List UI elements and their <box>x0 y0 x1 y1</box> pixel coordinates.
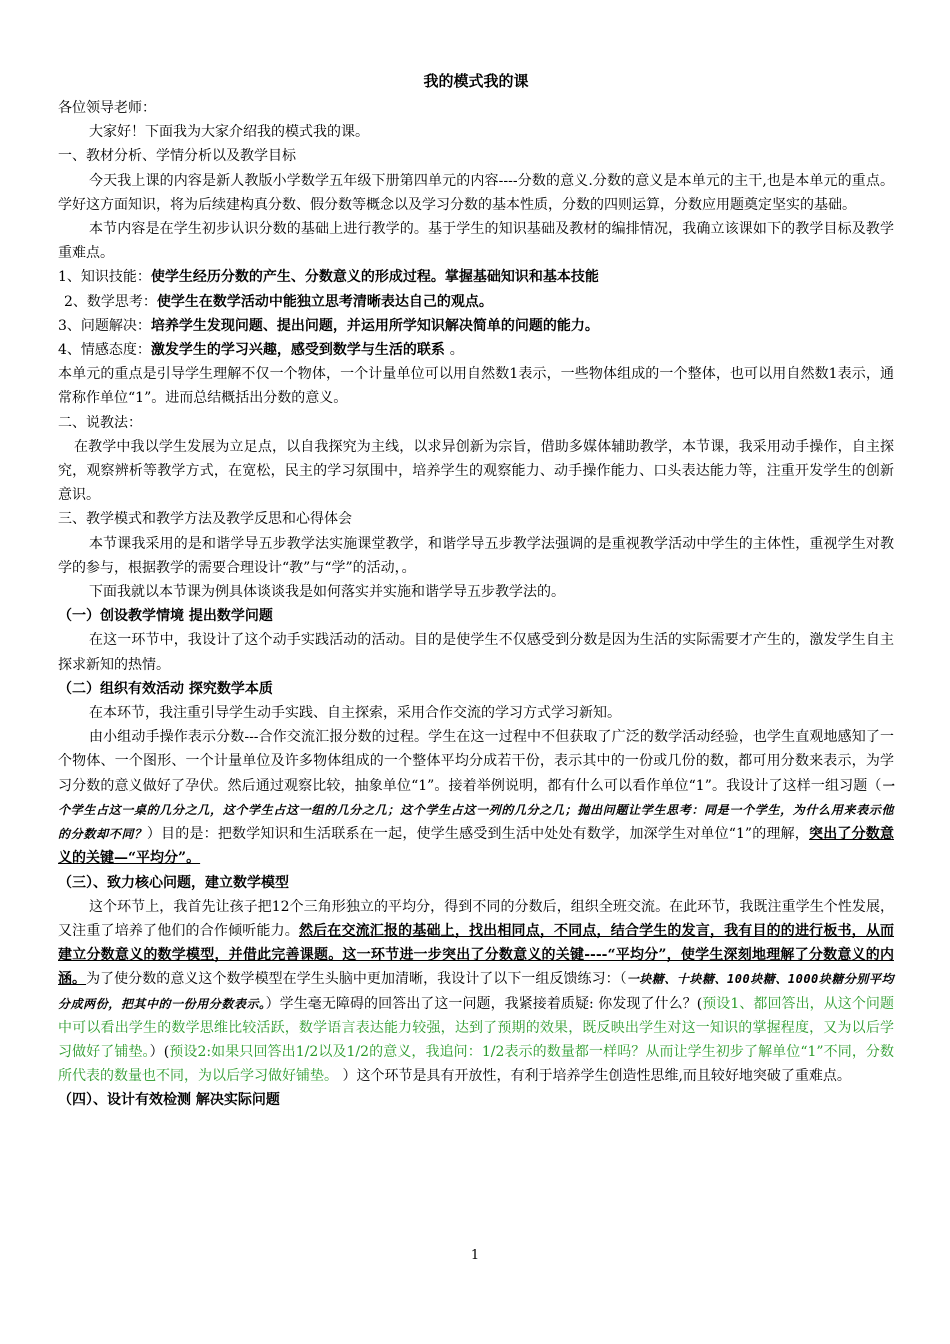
step2-key-point: 突出了分数意义的关键—“平均分”。 <box>58 826 894 867</box>
step3-paragraph <box>58 895 894 1089</box>
section1-heading: 一、教材分析、学情分析以及教学目标 <box>58 148 296 165</box>
section1-paragraph-3: 本单元的重点是引导学生理解不仅一个物体，一个计量单位可以用自然数1表示，一些物体组成的一个整体，也可以用自然数1表示，通常称作单位“1”。进而总结概括出分数的意义。 <box>58 366 894 407</box>
step2-paragraph-2 <box>58 725 894 870</box>
step3-preset-2: 预设2:如果只回答出1/2以及1/2的意义，我追问：1/2表示的数量都一样吗？从而让学生初步了解单位“1”不同，分数所代表的数量也不同，为以后学习做好铺垫。 <box>58 1043 895 1085</box>
step2-text-b: ）目的是：把数学知识和生活联系在一起，使学生感受到生活中处处有数学，加深学生对单位“1”的理解， <box>146 826 810 843</box>
goal-3-text: 培养学生发现问题、提出问题，并运用所学知识解决简单的问题的能力。 <box>150 317 599 334</box>
page-number: 1 <box>470 1248 480 1263</box>
section3-heading: 三、教学模式和教学方法及教学反思和心得体会 <box>58 511 352 528</box>
section2-heading: 二、说教法： <box>58 414 142 431</box>
step3-key-point: 然后在交流汇报的基础上，找出相同点，不同点，结合学生的发言，我有目的的进行板书，从而建立分数意义的数学模型，并借此完善课题。这一环节进一步突出了分数意义的关键----“平均分”，使学生深刻地理解了分数意义的内涵。 <box>58 922 895 988</box>
step1-heading: （一）创设教学情境 提出数学问题 <box>58 608 273 625</box>
section2-paragraph: 在教学中我以学生发展为立足点，以自我探究为主线，以求异创新为宗旨，借助多媒体辅助教学，本节课，我采用动手操作，自主探究，观察辨析等教学方式，在宽松，民主的学习氛围中，培养学生的观察能力、动手操作能力、口头表达能力等，注重开发学生的创新意识。 <box>58 438 894 504</box>
goal-1-text: 使学生经历分数的产生、分数意义的形成过程。掌握基础知识和基本技能 <box>150 269 599 286</box>
goal-2-label: 2、数学思考： <box>64 293 157 310</box>
step2-text-a: 由小组动手操作表示分数---合作交流汇报分数的过程。学生在这一过程中不但获取了广泛的数学活动经验，也学生直观地感知了一个物体、一个图形、一个计量单位及许多物体组成的一个整体平均分成若干份，表示其中的一份或几份的数，都可用分数来表示，为学习分数的意义做好了孕伏。然后通过观察比较，抽象单位“1”。接着举例说明，都有什么可以看作单位“1”。我设计了这样一组习题（ <box>58 729 894 794</box>
goal-2 <box>58 290 894 314</box>
goal-3 <box>58 314 894 338</box>
goal-3-label: 3、问题解决： <box>58 317 151 334</box>
step3-text-e: ）这个环节是具有开放性，有利于培养学生创造性思维,而且较好地突破了重难点。 <box>338 1068 851 1085</box>
step2-paragraph-1: 在本环节，我注重引导学生动手实践、自主探索，采用合作交流的学习方式学习新知。 <box>89 705 621 722</box>
goal-4-text: 激发学生的学习兴趣，感受到数学与生活的联系 <box>150 342 450 359</box>
step4-heading: （四）、设计有效检测 解决实际问题 <box>58 1092 280 1109</box>
page-title: 我的模式我的课 <box>423 72 529 90</box>
step3-text-c: ）学生毫无障碍的回答出了这一问题，我紧接着质疑: 你发现了什么？( <box>265 995 703 1012</box>
document-page <box>58 70 894 1113</box>
step1-paragraph: 在这一环节中，我设计了这个动手实践活动的活动。目的是使学生不仅感受到分数是因为生活的实际需要才产生的，激发学生自主探求新知的热情。 <box>58 632 894 673</box>
step3-text-a: 这个环节上，我首先让孩子把12个三角形独立的平均分，得到不同的分数后，组织全班交流。在此环节，我既注重学生个性发展，又注重了培养了他们的合作倾听能力。 <box>58 898 894 939</box>
goal-2-text: 使学生在数学活动中能独立思考清晰表达自己的观点。 <box>156 293 493 310</box>
step3-handwritten-exercise: 一块糖、十块糖、100块糖、1000块糖分别平均分成两份，把其中的一份用分数表示。 <box>58 972 895 1011</box>
goal-4 <box>58 338 894 362</box>
step3-preset-1: 预设1、都回答出，从这个问题中可以看出学生的数学思维比较活跃，数学语言表达能力较强，达到了预期的效果，既反映出学生对这一知识的掌握程度，又为以后学习做好了铺垫。 <box>58 995 894 1060</box>
goal-4-label: 4、情感态度： <box>58 342 151 359</box>
section1-paragraph-2: 本节内容是在学生初步认识分数的基础上进行教学的。基于学生的知识基础及教材的编排情况，我确立该课如下的教学目标及教学重难点。 <box>58 221 894 262</box>
section3-paragraph-2: 下面我就以本节课为例具体谈谈我是如何落实并实施和谐学导五步教学法的。 <box>89 584 565 601</box>
step2-handwritten-exercise: 一个学生占这一桌的几分之几，这个学生占这一组的几分之几；这个学生占这一列的几分之几；抛出问题让学生思考：同是一个学生，为什么用来表示他的分数却不同？ <box>58 778 894 842</box>
goal-1 <box>58 265 894 289</box>
intro-paragraph: 大家好！下面我为大家介绍我的模式我的课。 <box>89 124 369 141</box>
step3-text-d: ）( <box>149 1043 170 1060</box>
goal-1-label: 1、知识技能： <box>58 269 151 286</box>
step2-heading: （二）组织有效活动 探究数学本质 <box>58 680 273 697</box>
greeting: 各位领导老师： <box>58 100 156 116</box>
step3-heading: （三）、致力核心问题，建立数学模型 <box>58 874 289 891</box>
section3-paragraph-1: 本节课我采用的是和谐学导五步教学法实施课堂教学，和谐学导五步教学法强调的是重视教学活动中学生的主体性，重视学生对教学的参与，根据教学的需要合理设计“教”与“学”的活动，。 <box>58 535 894 576</box>
step3-text-b: 为了使分数的意义这个数学模型在学生头脑中更加清晰，我设计了以下一组反馈练习：（ <box>86 971 627 988</box>
section1-paragraph-1: 今天我上课的内容是新人教版小学数学五年级下册第四单元的内容----分数的意义.分数的意义是本单元的主干,也是本单元的重点。学好这方面知识，将为后续建构真分数、假分数等概念以及学习分数的基本性质，分数的四则运算，分数应用题奠定坚实的基础。 <box>58 172 894 213</box>
goal-4-tail: 。 <box>449 342 464 359</box>
